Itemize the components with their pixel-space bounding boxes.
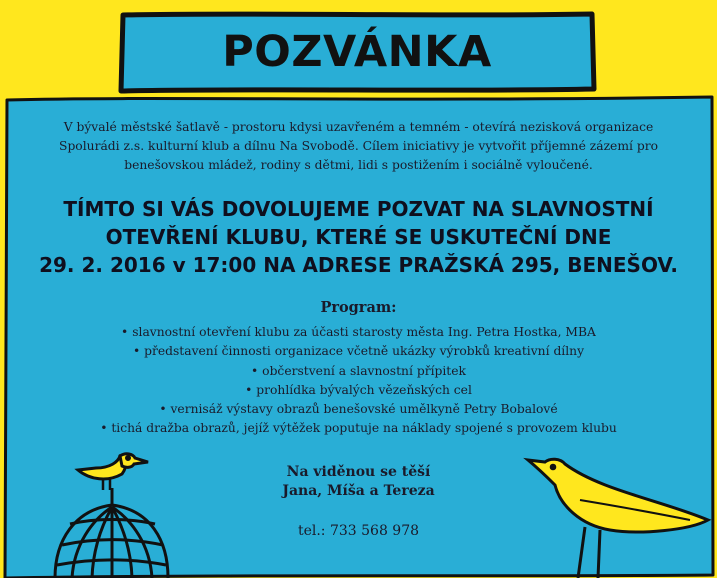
signoff-line-1: Na viděnou se těší	[286, 464, 431, 480]
headline-line-1: TÍMTO SI VÁS DOVOLUJEME POZVAT NA SLAVNOSTNÍ	[63, 197, 654, 221]
program-item: • vernisáž výstavy obrazů benešovské umělkyně Petry Bobalové	[159, 402, 558, 417]
intro-paragraph: V bývalé městské šatlavě - prostoru kdysi uzavřeném a temném - otevírá nezisková organizace Spolurádi z.s. kulturní klub a dílnu Na Svobodě. Cílem iniciativy je vytvořit příjemné zázemí pro benešovskou mládež, rodiny s dětmi, lidi s postižením i sociálně vyloučené.	[59, 120, 658, 172]
program-item: • slavnostní otevření klubu za účasti starosty města Ing. Petra Hostka, MBA	[121, 325, 596, 339]
phone-number: tel.: 733 568 978	[297, 523, 420, 539]
program-title: Program:	[320, 299, 397, 316]
program-item: • představení činnosti organizace včetně ukázky výrobků kreativní dílny	[132, 344, 585, 359]
signoff	[0, 463, 717, 501]
page-title: POZVÁNKA	[222, 27, 492, 77]
program-item: • tichá dražba obrazů, jejíž výtěžek poputuje na náklady spojené s provozem klubu	[100, 421, 617, 436]
headline-line-3: 29. 2. 2016 v 17:00 NA ADRESE PRAŽSKÁ 295, BENEŠOV.	[39, 253, 678, 277]
program-item: • prohlídka bývalých vězeňských cel	[245, 382, 472, 397]
headline-line-2: OTEVŘENÍ KLUBU, KTERÉ SE USKUTEČNÍ DNE	[105, 225, 612, 249]
program-list	[20, 323, 697, 439]
program-item: • občerstvení a slavnostní přípitek	[251, 363, 466, 378]
invitation-headline	[20, 195, 697, 279]
signoff-names: Jana, Míša a Tereza	[282, 483, 435, 499]
title-box	[121, 13, 593, 91]
